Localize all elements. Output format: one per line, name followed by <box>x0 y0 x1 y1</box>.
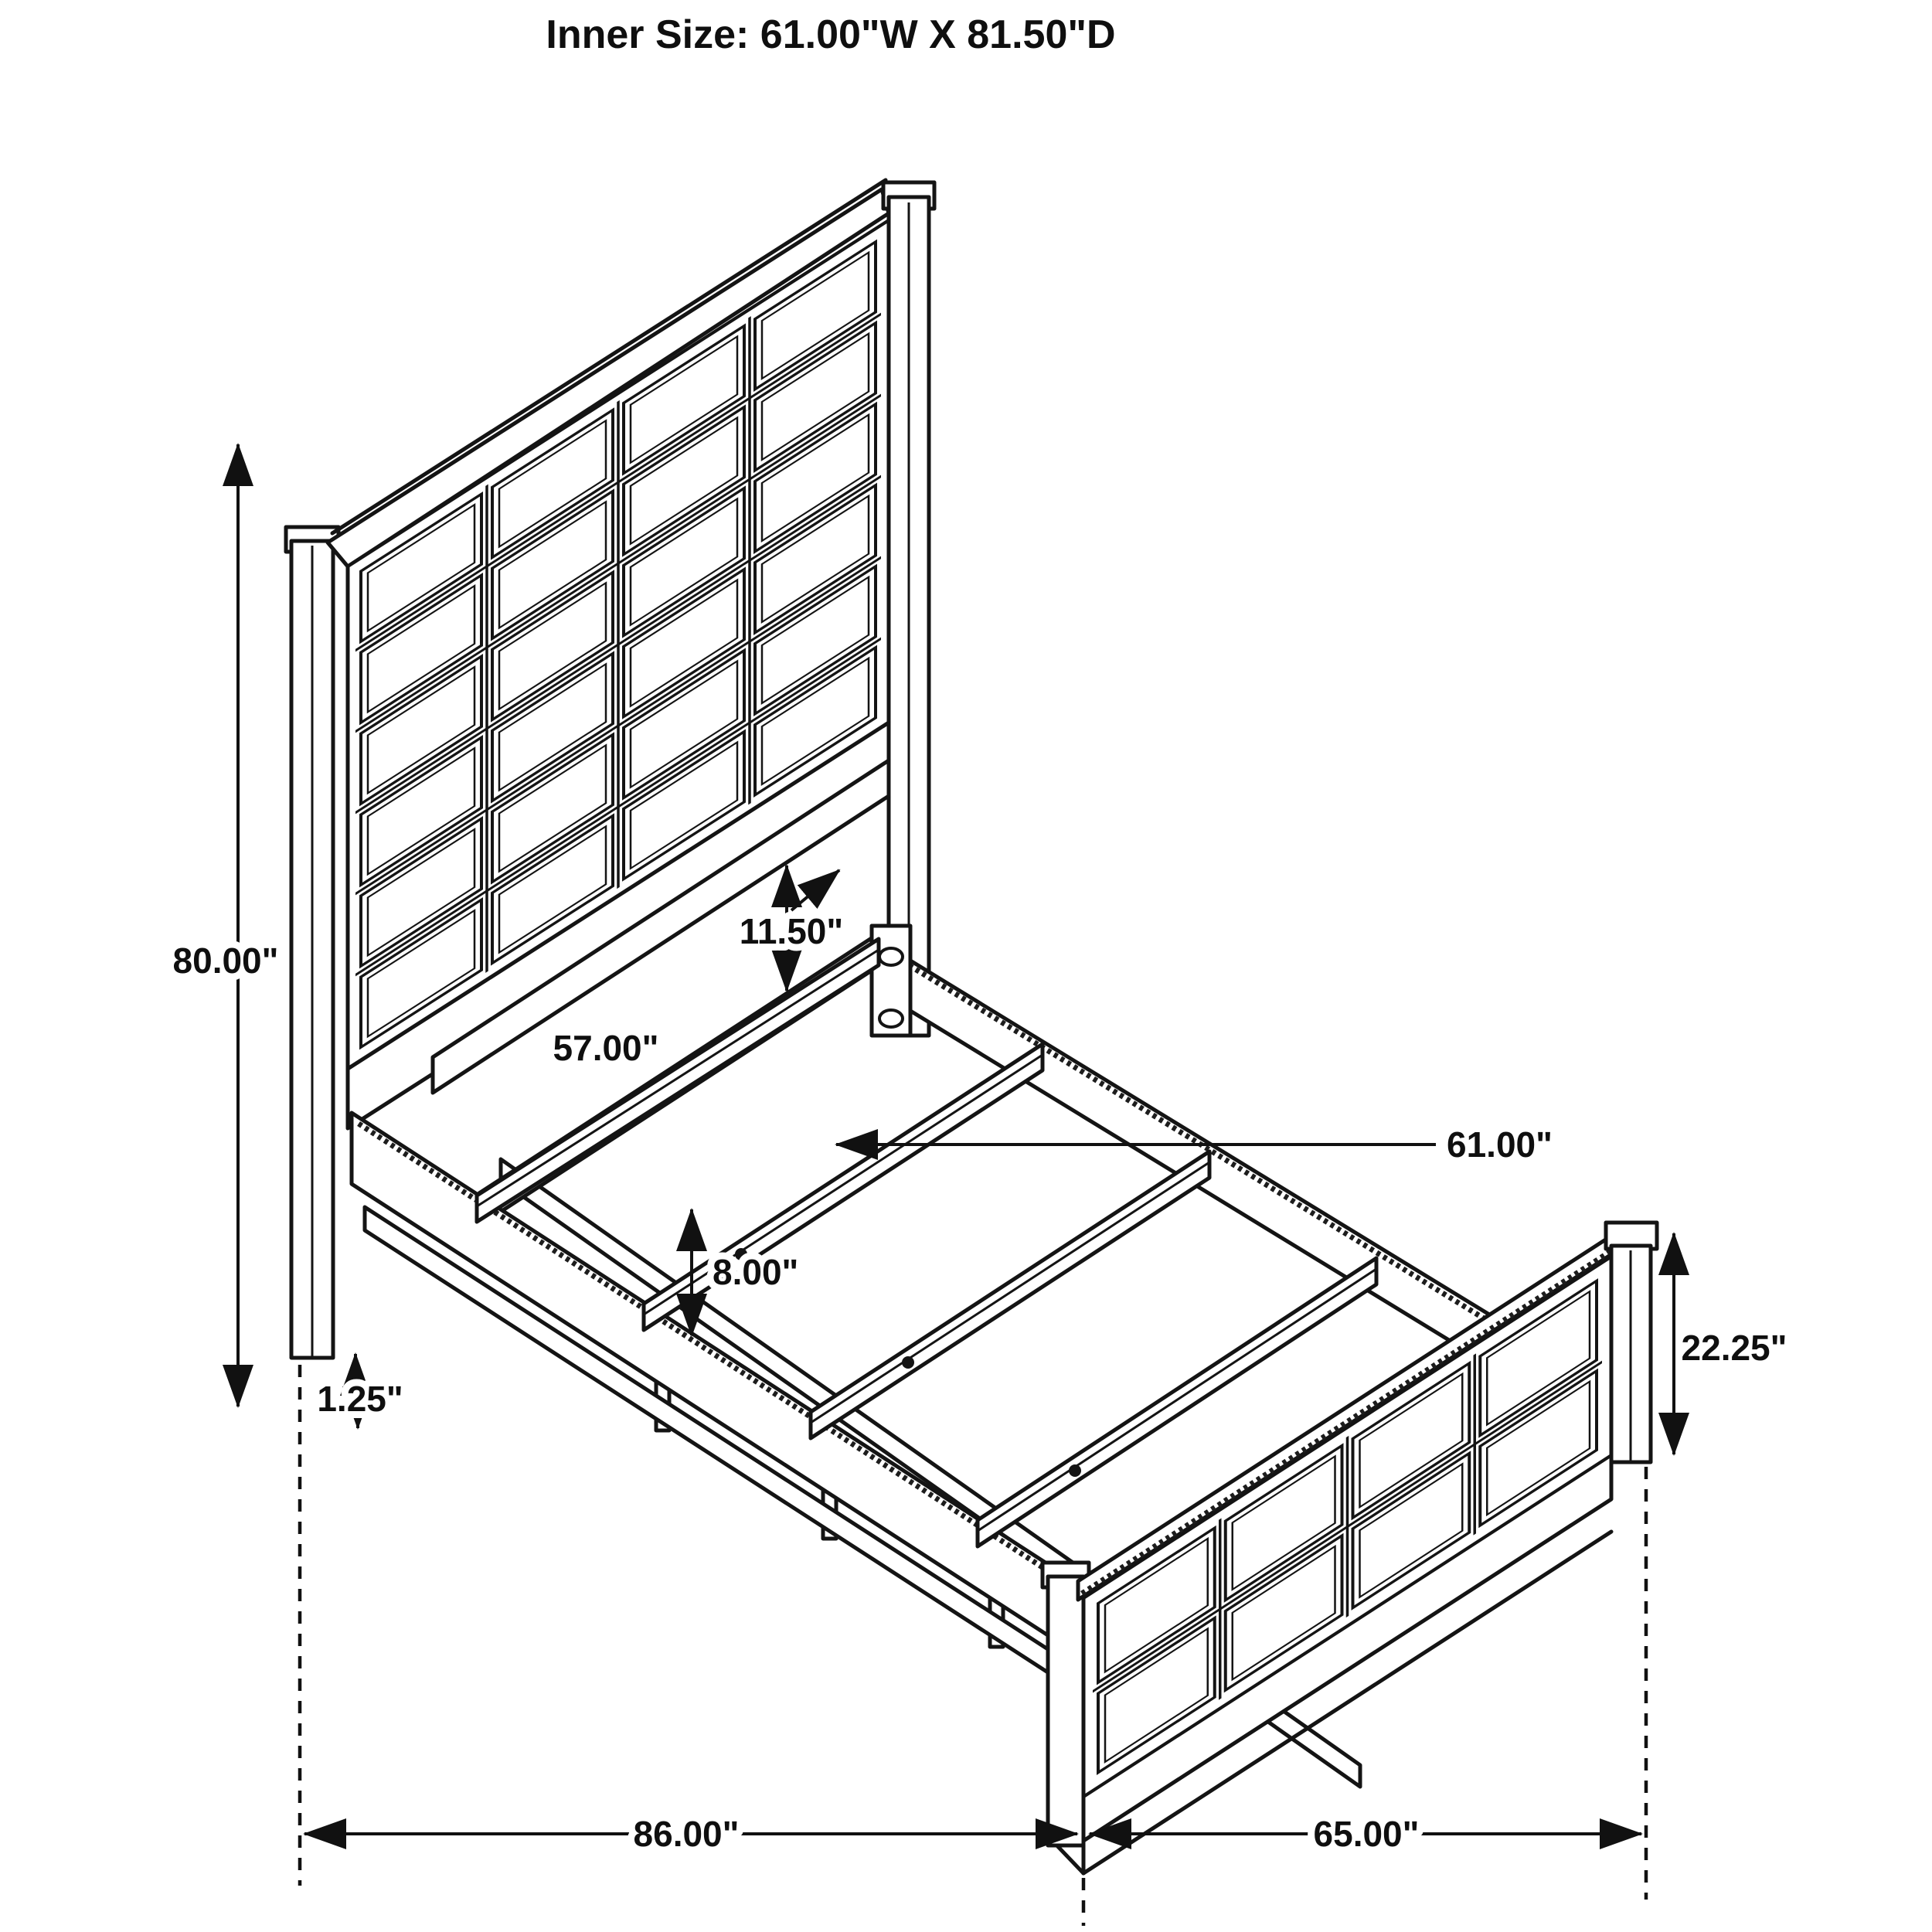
dim-leader-rail-top <box>791 870 839 910</box>
slat-3-screw <box>902 1356 914 1369</box>
diagram-title: Inner Size: 61.00"W X 81.50"D <box>546 12 1116 57</box>
slat-2-edge <box>644 1055 1043 1315</box>
dim-overall-length-label: 86.00" <box>633 1814 740 1854</box>
dim-slat-length-label: 61.00" <box>1447 1124 1553 1165</box>
dim-overall-height-label: 80.00" <box>172 940 279 981</box>
dim-leg-height-label: 8.00" <box>713 1252 799 1292</box>
slat-4-screw <box>1069 1464 1081 1477</box>
footboard-left-post <box>1048 1577 1083 1845</box>
slat-2 <box>644 1044 1043 1330</box>
dim-overall-width-label: 65.00" <box>1313 1814 1420 1854</box>
left-side-rail <box>352 1113 1079 1655</box>
slat-3-edge <box>811 1162 1209 1423</box>
slat-3 <box>811 1151 1209 1438</box>
dim-headboard-rail-label: 57.00" <box>553 1028 659 1068</box>
dim-footboard-height-label: 22.25" <box>1681 1328 1787 1368</box>
bracket-hole-bottom <box>879 1010 903 1027</box>
dim-base-clearance-label: 1.25" <box>317 1379 403 1419</box>
dim-rail-height-label: 11.50" <box>739 911 844 951</box>
bracket-hole-top <box>879 948 903 965</box>
